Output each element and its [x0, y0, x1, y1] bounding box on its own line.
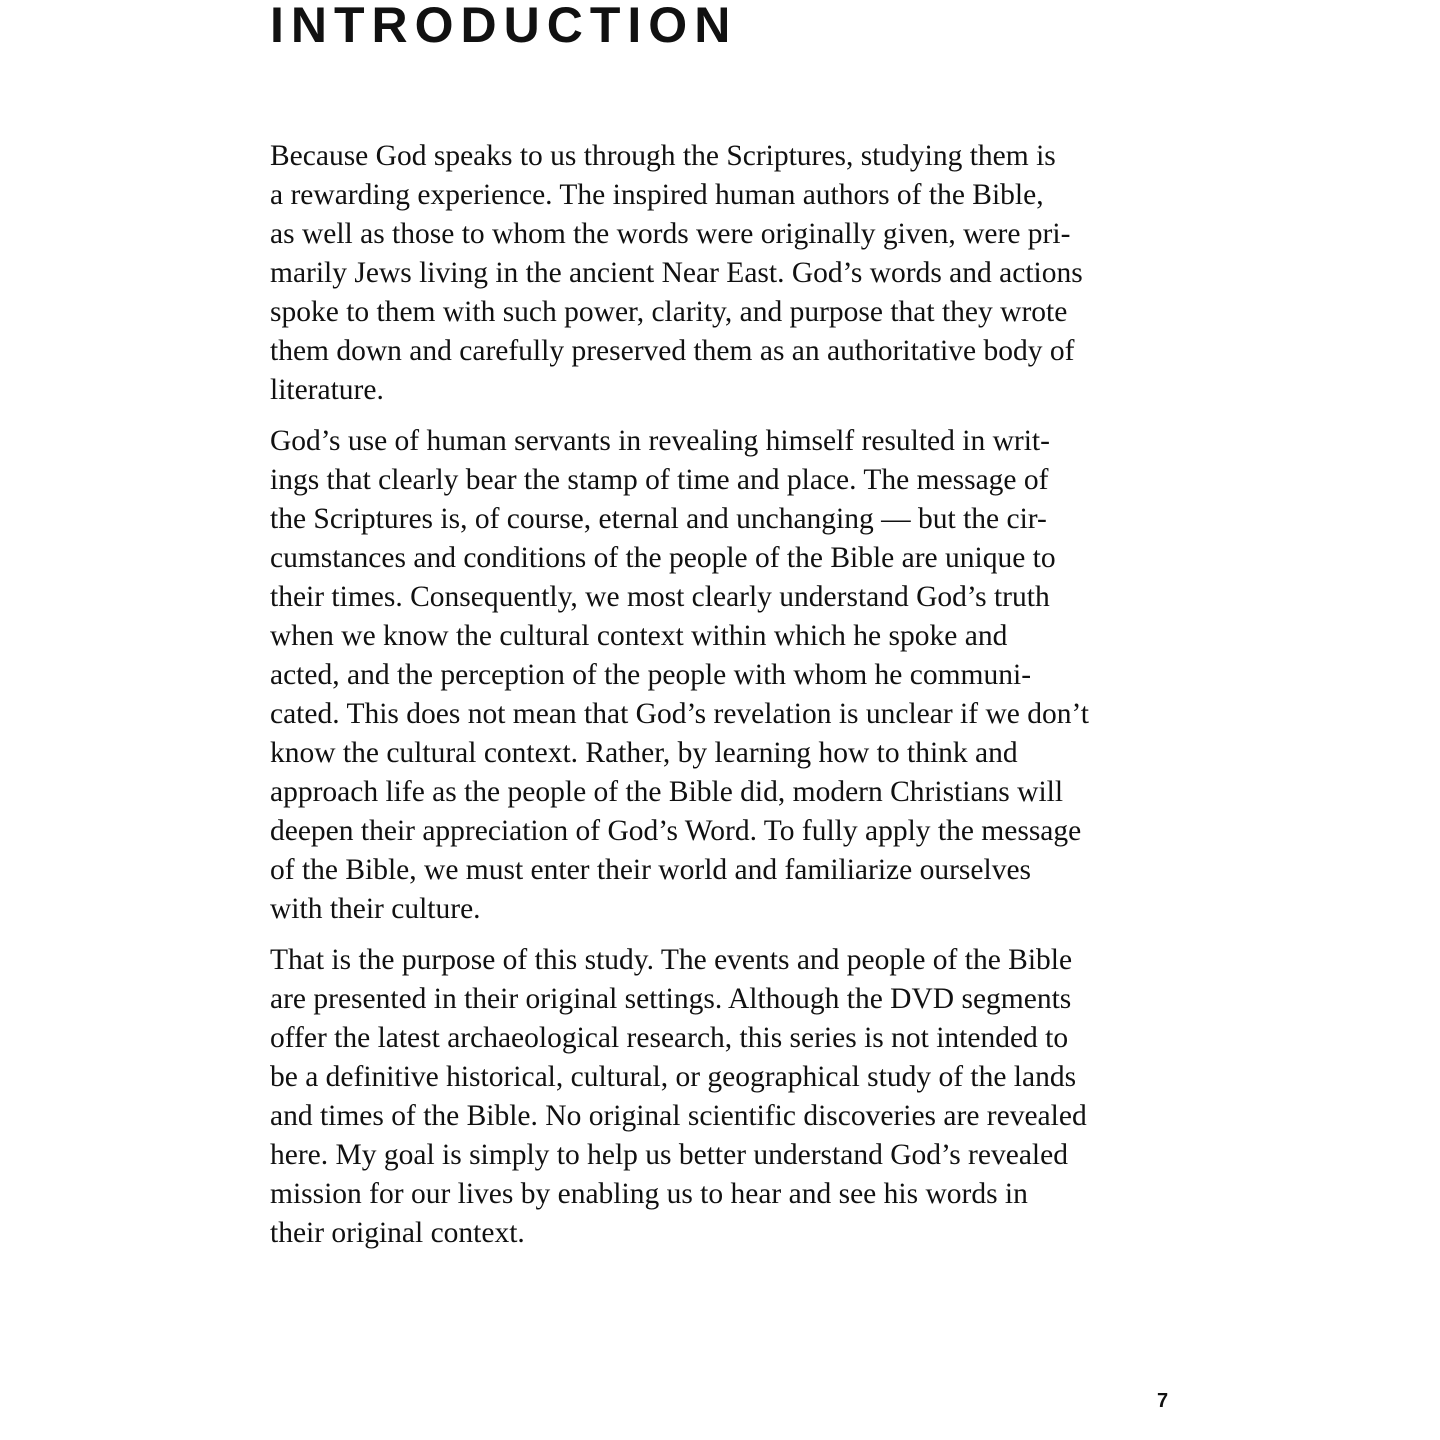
text-line: acted, and the perception of the people with whom he communi- [270, 659, 1032, 691]
text-line: offer the latest archaeological research, this series is not intended to [270, 1022, 1069, 1054]
body-text [270, 137, 1180, 1265]
text-line: know the cultural context. Rather, by learning how to think and [270, 737, 1018, 769]
text-line: and times of the Bible. No original scientific discoveries are revealed [270, 1100, 1087, 1132]
text-line: That is the purpose of this study. The events and people of the Bible [270, 944, 1073, 976]
page-title: INTRODUCTION [270, 0, 738, 53]
text-line: when we know the cultural context within which he spoke and [270, 620, 1008, 652]
text-line: are presented in their original settings. Although the DVD segments [270, 983, 1072, 1015]
text-line: here. My goal is simply to help us better understand God’s revealed [270, 1139, 1068, 1171]
text-line: mission for our lives by enabling us to hear and see his words in [270, 1178, 1028, 1210]
paragraph-1 [270, 137, 1180, 410]
text-line: a rewarding experience. The inspired human authors of the Bible, [270, 179, 1044, 211]
page-number: 7 [1157, 1390, 1169, 1412]
text-line: approach life as the people of the Bible did, modern Christians will [270, 776, 1064, 808]
text-line: cumstances and conditions of the people of the Bible are unique to [270, 542, 1056, 574]
text-line: spoke to them with such power, clarity, and purpose that they wrote [270, 296, 1068, 328]
text-line: ings that clearly bear the stamp of time and place. The message of [270, 464, 1049, 496]
text-line: deepen their appreciation of God’s Word. To fully apply the message [270, 815, 1082, 847]
text-line: cated. This does not mean that God’s revelation is unclear if we don’t [270, 698, 1089, 730]
text-line: literature. [270, 374, 384, 406]
text-line: them down and carefully preserved them as an authoritative body of [270, 335, 1075, 367]
text-line: with their culture. [270, 893, 481, 925]
text-line: be a definitive historical, cultural, or geographical study of the lands [270, 1061, 1077, 1093]
text-line: their times. Consequently, we most clearly understand God’s truth [270, 581, 1050, 613]
paragraph-3 [270, 941, 1180, 1253]
text-line: as well as those to whom the words were originally given, were pri- [270, 218, 1071, 250]
text-line: their original context. [270, 1217, 525, 1249]
text-line: God’s use of human servants in revealing himself resulted in writ- [270, 425, 1050, 457]
text-line: of the Bible, we must enter their world and familiarize ourselves [270, 854, 1032, 886]
paragraph-2 [270, 422, 1180, 929]
text-line: Because God speaks to us through the Scriptures, studying them is [270, 140, 1056, 172]
text-line: the Scriptures is, of course, eternal and unchanging — but the cir- [270, 503, 1047, 535]
text-line: marily Jews living in the ancient Near East. God’s words and actions [270, 257, 1083, 289]
